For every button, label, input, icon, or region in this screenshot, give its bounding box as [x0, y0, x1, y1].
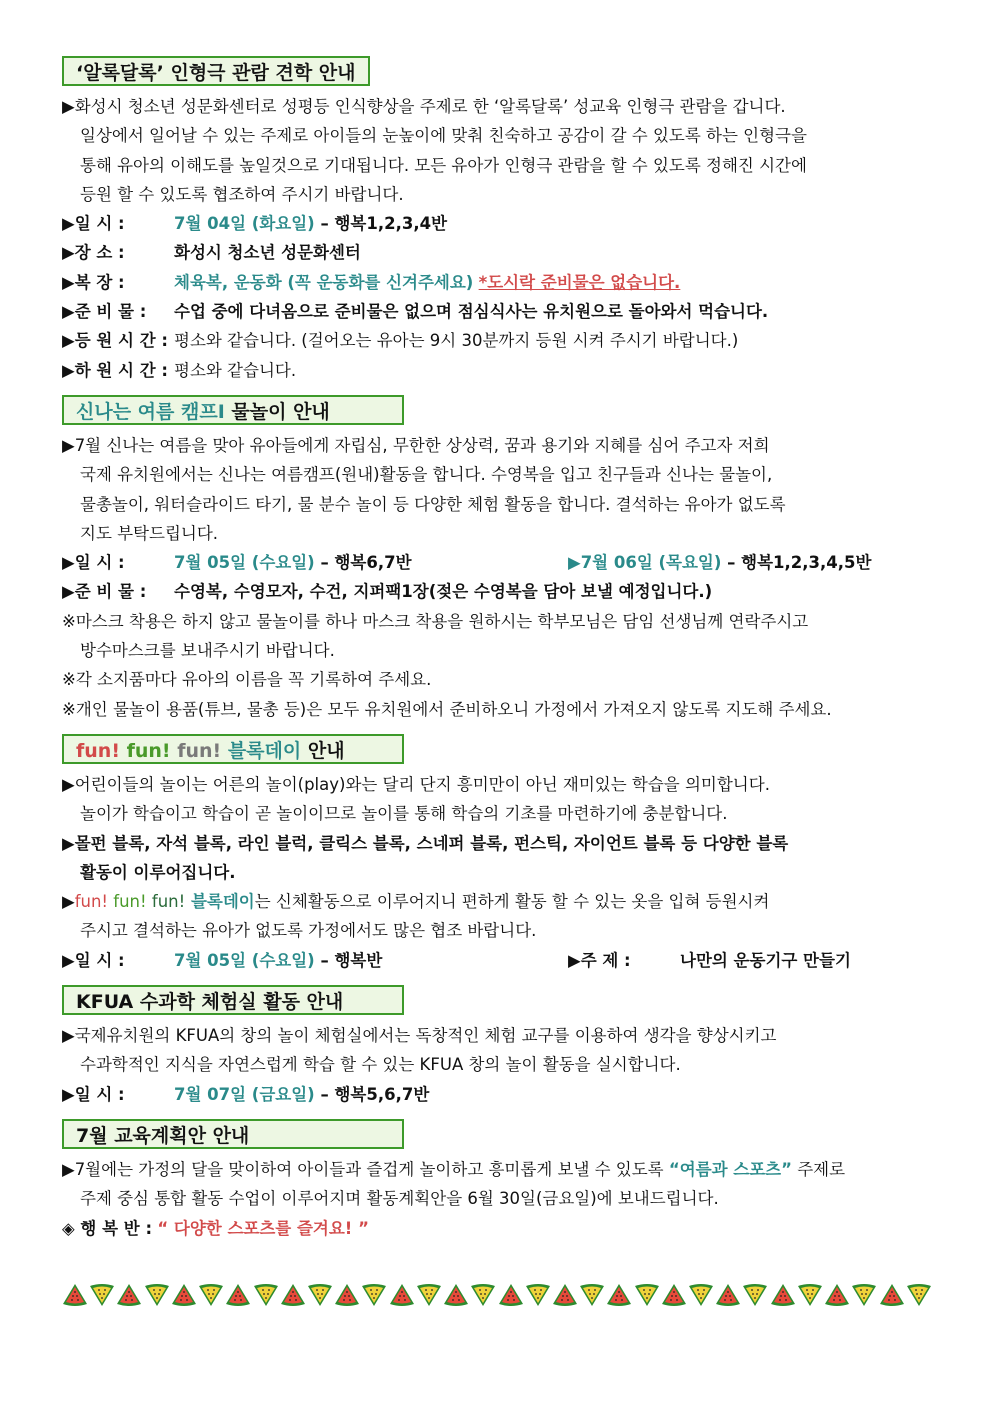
info-row-dates — [62, 548, 932, 577]
block-day-word: 블록데이 — [185, 892, 255, 912]
paragraph-line: 활동이 이루어집니다. — [80, 862, 236, 882]
theme-highlight: “여름과 스포츠” — [668, 1159, 792, 1179]
watermelon-slice-icon — [851, 1282, 877, 1308]
watermelon-slice-icon — [171, 1282, 197, 1308]
paragraph-line: 놀이가 학습이고 학습이 곧 놀이이므로 놀이를 통해 학습의 기초를 마련하기에 충분합니다. — [80, 804, 728, 824]
watermelon-slice-icon — [470, 1282, 496, 1308]
watermelon-slice-icon — [225, 1282, 251, 1308]
watermelon-slice-icon — [280, 1282, 306, 1308]
watermelon-slice-icon — [688, 1282, 714, 1308]
watermelon-slice-icon — [334, 1282, 360, 1308]
note-line: ※마스크 착용은 하지 않고 물놀이를 하나 마스크 착용을 원하시는 학부모님은 담임 선생님께 연락주시고 — [62, 611, 809, 631]
date2-value: ▶7월 06일 (목요일) — [568, 553, 722, 573]
date1-value: 7월 05일 (수요일) — [174, 553, 315, 573]
date-label: ▶일 시 : — [62, 1084, 125, 1104]
date-class: – 행복반 — [314, 950, 383, 970]
watermelon-slice-icon — [62, 1282, 88, 1308]
watermelon-slice-icon — [906, 1282, 932, 1308]
watermelon-slice-icon — [770, 1282, 796, 1308]
date-class: – 행복1,2,3,4반 — [314, 214, 448, 234]
section-title-part: 블록데이 — [221, 739, 302, 762]
paragraph-line: ▶화성시 청소년 성문화센터로 성평등 인식향상을 주제로 한 ‘알록달록’ 성교육 인형극 관람을 갑니다. — [62, 97, 786, 116]
date2-class: – 행복1,2,3,4,5반 — [721, 553, 872, 573]
info-row-date-theme — [62, 946, 932, 975]
watermelon-slice-icon — [116, 1282, 142, 1308]
paragraph-line: 통해 유아의 이해도를 높일것으로 기대됩니다. 모든 유아가 인형극 관람을 할 수 있도록 정해진 시간에 — [80, 155, 807, 175]
clothes-label: ▶복 장 : — [62, 272, 125, 292]
date-class: – 행복5,6,7반 — [314, 1084, 430, 1104]
watermelon-slice-icon — [742, 1282, 768, 1308]
theme-label: ▶주 제 : — [568, 950, 631, 970]
arrive-label: ▶등 원 시 간 : — [62, 331, 169, 351]
section-title-block-day — [62, 734, 404, 764]
watermelon-slice-icon — [253, 1282, 279, 1308]
paragraph-part: ▶7월에는 가정의 달을 맞이하여 아이들과 즐겁게 놀이하고 흥미롭게 보낼 수 있도록 — [62, 1159, 664, 1179]
watermelon-slice-icon — [634, 1282, 660, 1308]
section-title-part: 안내 — [301, 739, 345, 762]
prep-label: ▶준 비 물 : — [62, 582, 147, 602]
section-title-part: 신나는 여름 캠프Ⅰ — [76, 400, 225, 423]
note-line: ※개인 물놀이 용품(튜브, 물총 등)은 모두 유치원에서 준비하오니 가정에서 가져오지 않도록 지도해 주세요. — [62, 699, 832, 719]
paragraph-line: 수과학적인 지식을 자연스럽게 학습 할 수 있는 KFUA 창의 놀이 활동을 실시합니다. — [80, 1055, 681, 1075]
info-row-prep — [62, 297, 932, 326]
class-label: ◈ 행 복 반 : — [62, 1218, 153, 1238]
fun-word: fun! — [76, 739, 120, 762]
fun-word: fun! — [74, 892, 109, 912]
watermelon-slice-icon — [579, 1282, 605, 1308]
place-value: 화성시 청소년 성문화센터 — [174, 243, 361, 263]
paragraph-line: 지도 부탁드립니다. — [80, 523, 219, 543]
prep-value: 수영복, 수영모자, 수건, 지퍼팩1장(젖은 수영복을 담아 보낼 예정입니다.) — [174, 582, 713, 602]
info-row-date — [62, 1080, 932, 1109]
paragraph-line: 등원 할 수 있도록 협조하여 주시기 바랍니다. — [80, 184, 404, 204]
section-title-water-play — [62, 395, 404, 425]
paragraph-line: ▶국제유치원의 KFUA의 창의 놀이 체험실에서는 독창적인 체험 교구를 이용하여 생각을 향상시키고 — [62, 1026, 777, 1046]
info-row-place — [62, 238, 932, 267]
fun-word: fun! — [170, 739, 222, 762]
watermelon-slice-icon — [525, 1282, 551, 1308]
paragraph-line: 물총놀이, 워터슬라이드 타기, 물 분수 놀이 등 다양한 체험 활동을 합니다. 결석하는 유아가 없도록 — [80, 494, 786, 514]
info-row-clothes — [62, 268, 932, 297]
theme-value: 나만의 운동기구 만들기 — [680, 950, 851, 970]
watermelon-slice-icon — [144, 1282, 170, 1308]
leave-value: 평소와 같습니다. — [174, 360, 297, 380]
date-value: 7월 05일 (수요일) — [174, 950, 315, 970]
section-title-puppet-show: ‘알록달록’ 인형극 관람 견학 안내 — [62, 56, 370, 86]
paragraph-line: 주시고 결석하는 유아가 없도록 가정에서도 많은 협조 바랍니다. — [80, 921, 537, 941]
clothes-note: *도시락 준비물은 없습니다. — [478, 272, 681, 292]
arrive-value: 평소와 같습니다. (걸어오는 유아는 9시 30분까지 등원 시켜 주시기 바랍니다.) — [174, 331, 739, 351]
info-row-prep — [62, 577, 932, 606]
watermelon-border — [62, 1282, 932, 1310]
place-label: ▶장 소 : — [62, 243, 125, 263]
watermelon-slice-icon — [797, 1282, 823, 1308]
watermelon-slice-icon — [416, 1282, 442, 1308]
newsletter-page — [62, 56, 932, 1243]
date-value: 7월 04일 (화요일) — [174, 214, 315, 234]
watermelon-slice-icon — [715, 1282, 741, 1308]
date-label: ▶일 시 : — [62, 214, 125, 234]
date-label: ▶일 시 : — [62, 553, 125, 573]
clothes-value: 체육복, 운동화 (꼭 운동화를 신겨주세요) — [174, 272, 474, 292]
watermelon-slice-icon — [89, 1282, 115, 1308]
fun-word: fun! — [108, 892, 147, 912]
info-row-arrive — [62, 326, 932, 355]
paragraph-line — [62, 887, 932, 916]
section-title-kfua: KFUA 수과학 체험실 활동 안내 — [62, 985, 404, 1015]
note-line: ※각 소지품마다 유아의 이름을 꼭 기록하여 주세요. — [62, 670, 432, 690]
watermelon-slice-icon — [879, 1282, 905, 1308]
class-theme: “ 다양한 스포츠를 즐겨요! ” — [157, 1218, 369, 1238]
watermelon-slice-icon — [824, 1282, 850, 1308]
section-title-part: 물놀이 안내 — [224, 400, 330, 423]
paragraph-line: ▶7월 신나는 여름을 맞아 유아들에게 자립심, 무한한 상상력, 꿈과 용기와 지혜를 심어 주고자 저희 — [62, 435, 770, 455]
watermelon-slice-icon — [498, 1282, 524, 1308]
paragraph-part: 주제로 — [791, 1159, 846, 1179]
prep-value: 수업 중에 다녀옴으로 준비물은 없으며 점심식사는 유치원으로 돌아와서 먹습니다. — [174, 302, 769, 322]
paragraph-rest: 는 신체활동으로 이루어지니 편하게 활동 할 수 있는 옷을 입혀 등원시켜 — [254, 892, 770, 912]
date-label: ▶일 시 : — [62, 950, 125, 970]
paragraph-line: ▶몰펀 블록, 자석 블록, 라인 블럭, 클릭스 블록, 스네퍼 블록, 펀스틱, 자이언트 블록 등 다양한 블록 — [62, 833, 789, 853]
leave-label: ▶하 원 시 간 : — [62, 360, 169, 380]
date1-class: – 행복6,7반 — [314, 553, 412, 573]
watermelon-slice-icon — [606, 1282, 632, 1308]
paragraph-line: 국제 유치원에서는 신나는 여름캠프(원내)활동을 합니다. 수영복을 입고 친구들과 신나는 물놀이, — [80, 465, 773, 485]
info-row-date — [62, 209, 932, 238]
info-row-leave — [62, 356, 932, 385]
note-line: 방수마스크를 보내주시기 바랍니다. — [80, 641, 335, 661]
bullet-arrow: ▶ — [62, 892, 75, 912]
watermelon-slice-icon — [661, 1282, 687, 1308]
watermelon-slice-icon — [361, 1282, 387, 1308]
date-value: 7월 07일 (금요일) — [174, 1084, 315, 1104]
paragraph-line: 주제 중심 통합 활동 수업이 이루어지며 활동계획안을 6월 30일(금요일)에 보내드립니다. — [80, 1189, 719, 1209]
paragraph-line: ▶어린이들의 놀이는 어른의 놀이(play)와는 달리 단지 흥미만이 아닌 재미있는 학습을 의미합니다. — [62, 774, 770, 794]
paragraph-line — [62, 1155, 932, 1184]
fun-word: fun! — [119, 739, 171, 762]
prep-label: ▶준 비 물 : — [62, 302, 147, 322]
watermelon-slice-icon — [307, 1282, 333, 1308]
watermelon-slice-icon — [552, 1282, 578, 1308]
section-title-plan: 7월 교육계획안 안내 — [62, 1119, 404, 1149]
paragraph-line: 일상에서 일어날 수 있는 주제로 아이들의 눈높이에 맞춰 친숙하고 공감이 갈 수 있도록 하는 인형극을 — [80, 126, 807, 146]
watermelon-slice-icon — [389, 1282, 415, 1308]
watermelon-slice-icon — [198, 1282, 224, 1308]
fun-word: fun! — [146, 892, 186, 912]
watermelon-slice-icon — [443, 1282, 469, 1308]
info-row-class-theme — [62, 1214, 932, 1243]
